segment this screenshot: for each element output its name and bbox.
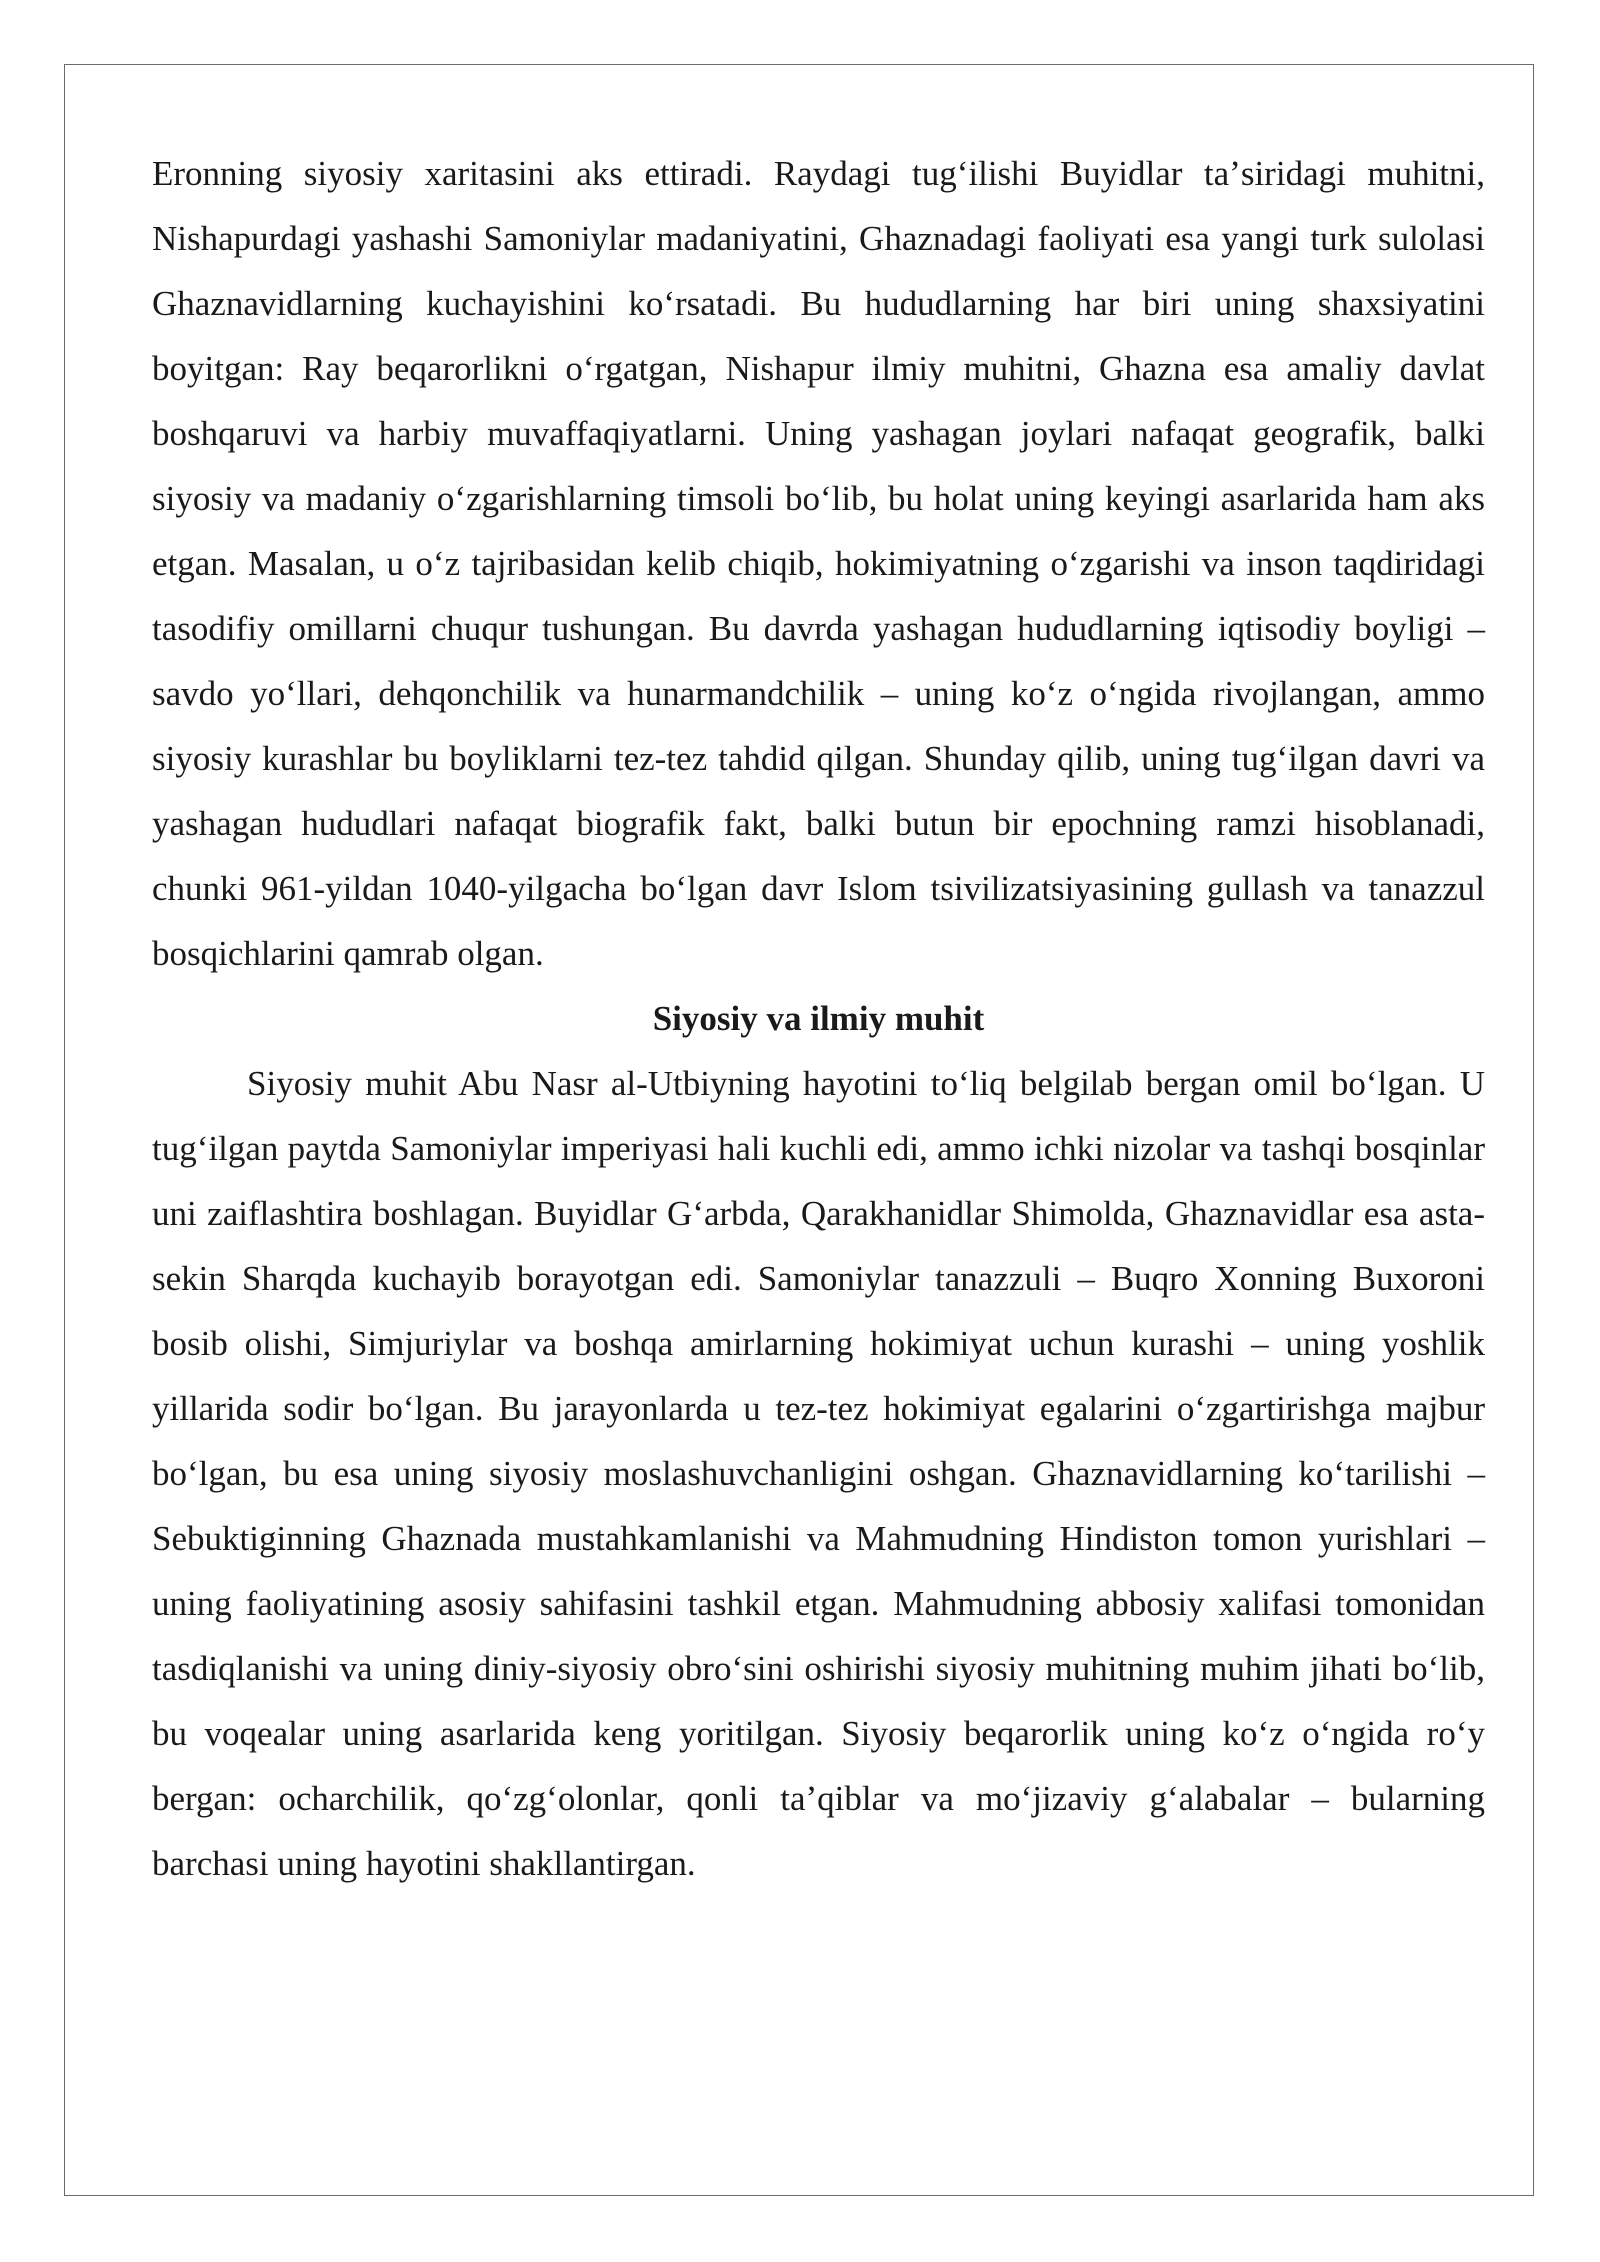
paragraph-continuation: Eronning siyosiy xaritasini aks ettiradi. Raydagi tugʻilishi Buyidlar taʼsiridagi muhitni, Nishapurdagi yashashi Samoniylar madaniyatini, Ghaznadagi faoliyati esa yangi turk sulolasi Ghaznavidlarning kuchayishini koʻrsatadi. Bu hududlarning har biri uning shaxsiyatini boyitgan: Ray beqarorlikni oʻrgatgan, Nishapur ilmiy muhitni, Ghazna esa amaliy davlat boshqaruvi va harbiy muvaffaqiyatlarni. Uning yashagan joylari nafaqat geografik, balki siyosiy va madaniy oʻzgarishlarning timsoli boʻlib, bu holat uning keyingi asarlarida ham aks etgan. Masalan, u oʻz tajribasidan kelib chiqib, hokimiyatning oʻzgarishi va inson taqdiridagi tasodifiy omillarni chuqur tushungan. Bu davrda yashagan hududlarning iqtisodiy boyligi – savdo yoʻllari, dehqonchilik va hunarmandchilik – uning koʻz oʻngida rivojlangan, ammo siyosiy kurashlar bu boyliklarni tez-tez tahdid qilgan. Shunday qilib, uning tugʻilgan davri va yashagan hududlari nafaqat biografik fakt, balki butun bir epochning ramzi hisoblanadi, chunki 961-yildan 1040-yilgacha boʻlgan davr Islom tsivilizatsiyasining gullash va tanazzul bosqichlarini qamrab olgan.	[152, 154, 1485, 973]
paragraph-political-environment: Siyosiy muhit Abu Nasr al-Utbiyning hayotini toʻliq belgilab bergan omil boʻlgan. U tugʻilgan paytda Samoniylar imperiyasi hali kuchli edi, ammo ichki nizolar va tashqi bosqinlar uni zaiflashtira boshlagan. Buyidlar Gʻarbda, Qarakhanidlar Shimolda, Ghaznavidlar esa asta-sekin Sharqda kuchayib borayotgan edi. Samoniylar tanazzuli – Buqro Xonning Buxoroni bosib olishi, Simjuriylar va boshqa amirlarning hokimiyat uchun kurashi – uning yoshlik yillarida sodir boʻlgan. Bu jarayonlarda u tez-tez hokimiyat egalarini oʻzgartirishga majbur boʻlgan, bu esa uning siyosiy moslashuvchanligini oshgan. Ghaznavidlarning koʻtarilishi – Sebuktiginning Ghaznada mustahkamlanishi va Mahmudning Hindiston tomon yurishlari – uning faoliyatining asosiy sahifasini tashkil etgan. Mahmudning abbosiy xalifasi tomonidan tasdiqlanishi va uning diniy-siyosiy obroʻsini oshirishi siyosiy muhitning muhim jihati boʻlib, bu voqealar uning asarlarida keng yoritilgan. Siyosiy beqarorlik uning koʻz oʻngida roʻy bergan: ocharchilik, qoʻzgʻolonlar, qonli taʼqiblar va moʻjizaviy gʻalabalar – bularning barchasi uning hayotini shakllantirgan.	[152, 1064, 1485, 1883]
document-body	[152, 141, 1485, 1896]
section-heading: Siyosiy va ilmiy muhit	[652, 999, 985, 1038]
